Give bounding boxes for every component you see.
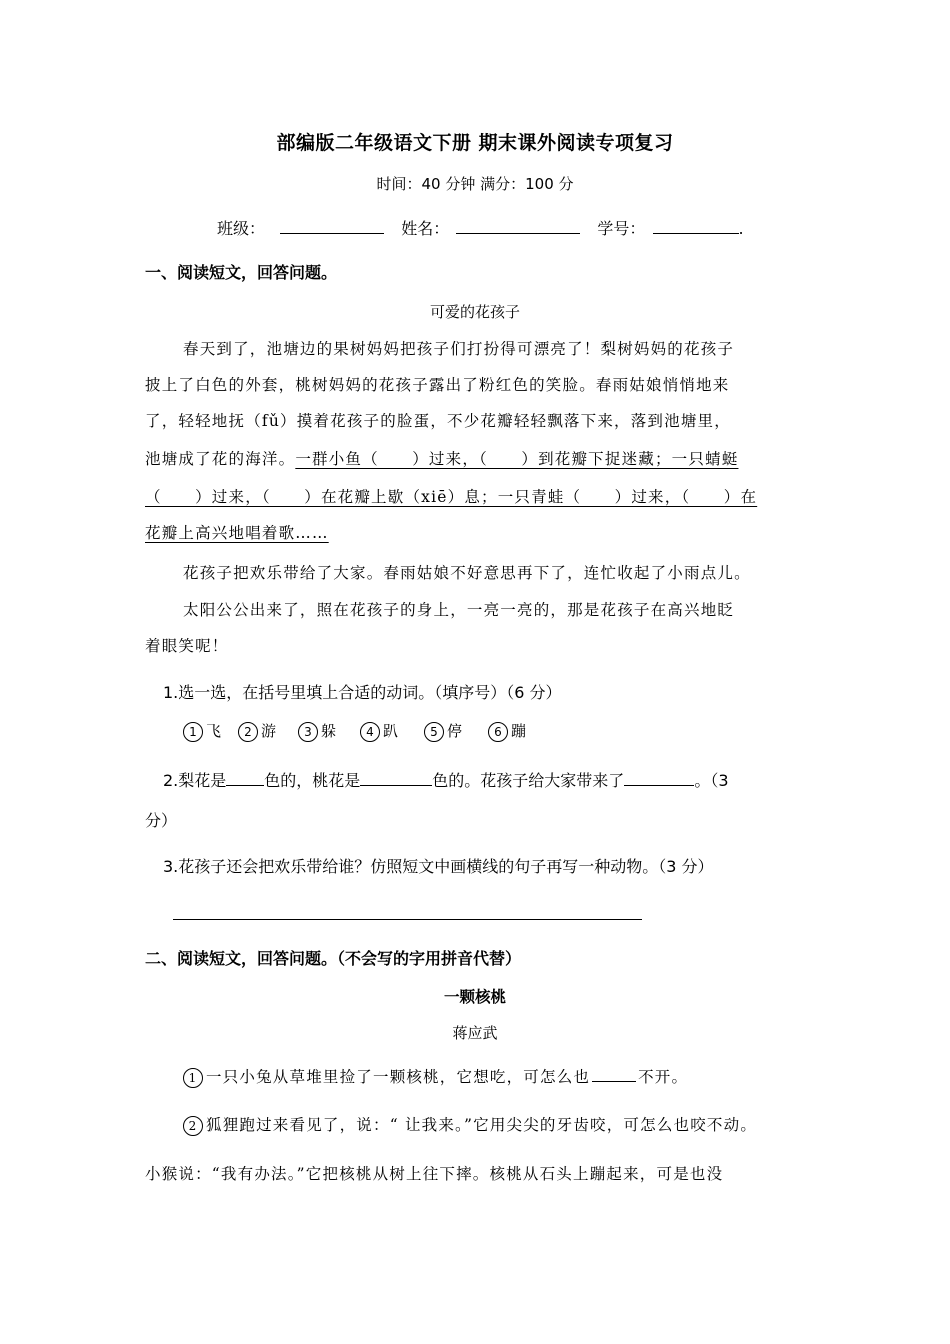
answer-blank[interactable]: [226, 771, 264, 786]
option-number: 6: [488, 722, 508, 742]
option-word: 停: [447, 722, 463, 740]
exam-meta: 时间：40 分钟 满分：100 分: [376, 175, 574, 193]
passage2-line: 小猴说：“我有办法。”它把核桃从树上往下摔。核桃从石头上蹦起来，可是也没: [145, 1165, 724, 1183]
option-3: [298, 720, 336, 742]
option-word: 趴: [383, 722, 399, 740]
option-4: [360, 720, 398, 742]
question-1: 1.选一选，在括号里填上合适的动词。（填序号）（6 分）: [163, 683, 562, 702]
passage1-text: 池塘成了花的海洋。: [145, 450, 296, 468]
option-number: 1: [183, 722, 203, 742]
passage2-text: 狐狸跑过来看见了，说：“ 让我来。”它用尖尖的牙齿咬，可怎么也咬不动。: [206, 1116, 758, 1134]
answer-blank[interactable]: [360, 771, 432, 786]
underlined-sentence: 花瓣上高兴地唱着歌……: [145, 524, 329, 542]
para-number: 2: [183, 1116, 203, 1136]
passage1-title: 可爱的花孩子: [429, 303, 520, 321]
passage2-text: 一只小兔从草堆里捡了一颗核桃，它想吃，可怎么也: [206, 1068, 591, 1086]
answer-line[interactable]: [173, 919, 642, 920]
underlined-sentence: 一群小鱼（ ）过来，（ ）到花瓣下捉迷藏；一只蜻蜓: [295, 450, 739, 468]
passage1-line: 花孩子把欢乐带给了大家。春雨姑娘不好意思再下了，连忙收起了小雨点儿。: [183, 564, 751, 582]
passage1-line: 了，轻轻地抚（fǔ）摸着花孩子的脸蛋，不少花瓣轻轻飘落下来，落到池塘里，: [145, 412, 731, 430]
option-number: 2: [238, 722, 258, 742]
student-info-row: [217, 216, 744, 239]
class-label: 班级：: [217, 219, 266, 238]
option-word: 游: [261, 722, 277, 740]
option-6: [488, 720, 526, 742]
option-number: 5: [424, 722, 444, 742]
passage1-line: [145, 447, 738, 469]
name-label: 姓名：: [401, 219, 450, 238]
question-3: 3.花孩子还会把欢乐带给谁？仿照短文中画横线的句子再写一种动物。（3 分）: [163, 857, 714, 876]
option-2: [238, 720, 276, 742]
para-number: 1: [183, 1068, 203, 1088]
option-5: [424, 720, 462, 742]
option-word: 躲: [321, 722, 337, 740]
option-word: 蹦: [511, 722, 527, 740]
passage2-para-2: [183, 1113, 757, 1136]
passage1-line: 披上了白色的外套，桃树妈妈的花孩子露出了粉红色的笑脸。春雨姑娘悄悄地来: [145, 376, 730, 394]
q2-text: 2.梨花是: [163, 771, 227, 790]
section1-heading: 一、阅读短文，回答问题。: [145, 263, 338, 282]
passage1-line: 着眼笑呢！: [145, 637, 229, 655]
question-2: [163, 768, 729, 791]
q2-text: 色的，桃花是: [264, 771, 361, 790]
option-1: [183, 720, 221, 742]
class-blank[interactable]: [280, 219, 384, 234]
passage1-line: 太阳公公出来了，照在花孩子的身上，一亮一亮的，那是花孩子在高兴地眨: [183, 601, 735, 619]
passage2-author: 蒋应武: [452, 1024, 498, 1042]
id-end: .: [738, 219, 744, 238]
id-label: 学号：: [597, 219, 646, 238]
passage1-line: 春天到了，池塘边的果树妈妈把孩子们打扮得可漂亮了！梨树妈妈的花孩子: [183, 340, 735, 358]
section2-heading: 二、阅读短文，回答问题。（不会写的字用拼音代替）: [145, 949, 522, 968]
passage2-para-1: [183, 1065, 688, 1088]
underlined-sentence: （ ）过来，（ ）在花瓣上歇（xiē）息；一只青蛙（ ）过来，（ ）在: [145, 488, 758, 506]
question-2-cont: 分）: [145, 811, 178, 830]
q2-text: 。（3: [694, 771, 729, 790]
passage2-title: 一颗核桃: [443, 988, 506, 1006]
answer-blank[interactable]: [624, 771, 694, 786]
option-number: 4: [360, 722, 380, 742]
passage2-text: 不开。: [638, 1068, 689, 1086]
option-number: 3: [298, 722, 318, 742]
page-title: 部编版二年级语文下册 期末课外阅读专项复习: [276, 132, 674, 154]
id-blank[interactable]: [653, 219, 739, 234]
q2-text: 色的。花孩子给大家带来了: [432, 771, 625, 790]
answer-blank[interactable]: [592, 1067, 636, 1082]
name-blank[interactable]: [456, 219, 580, 234]
option-word: 飞: [206, 722, 222, 740]
